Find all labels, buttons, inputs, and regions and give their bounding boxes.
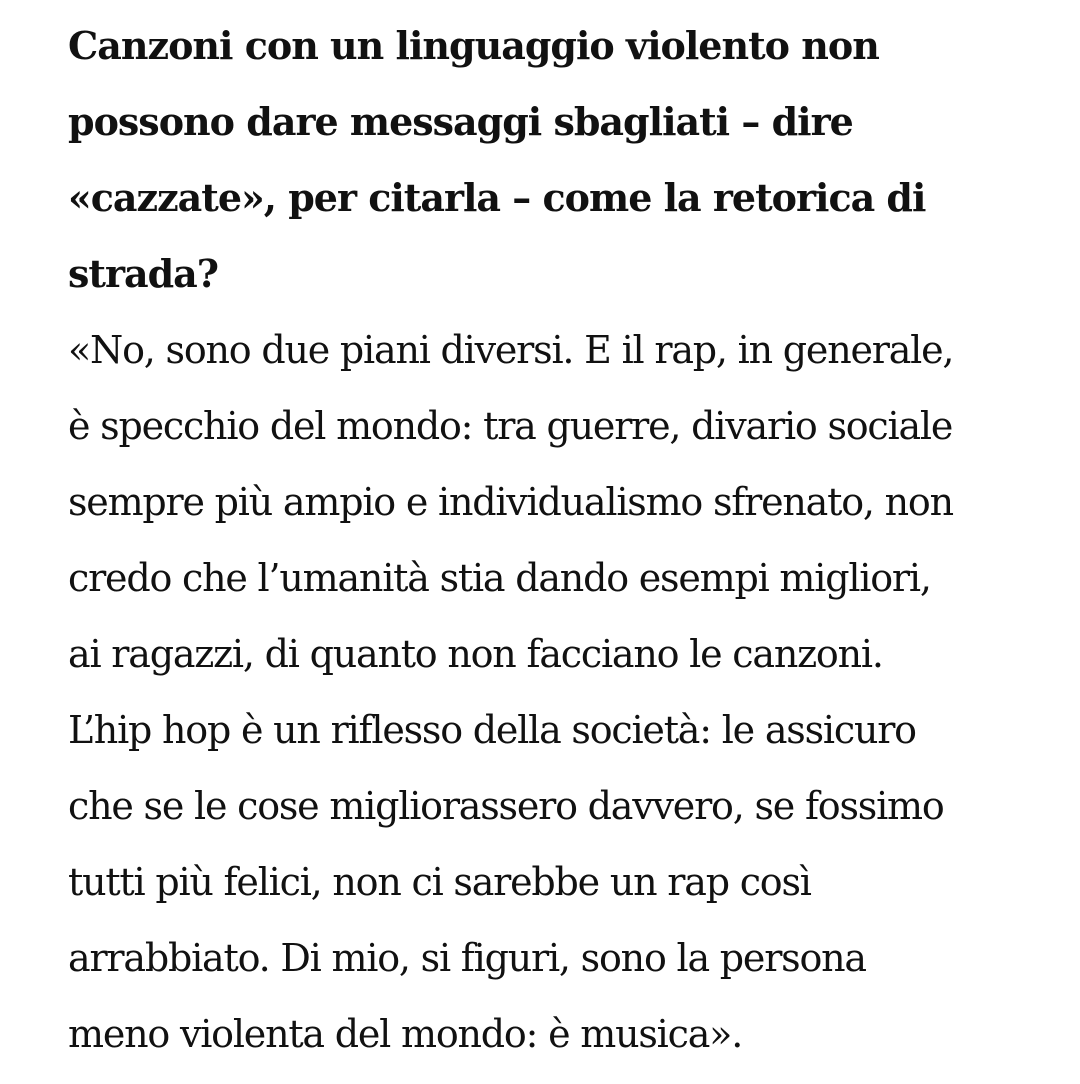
answer-line: è specchio del mondo: tra guerre, divario sociale — [68, 404, 953, 448]
answer-line: L’hip hop è un riflesso della società: le assicuro — [68, 708, 916, 752]
question-line: strada? — [68, 251, 219, 296]
answer-line: tutti più felici, non ci sarebbe un rap così — [68, 860, 811, 904]
answer-line: «No, sono due piani diversi. E il rap, in generale, — [68, 328, 954, 372]
answer-line: ai ragazzi, di quanto non facciano le canzoni. — [68, 632, 883, 676]
question-line: possono dare messaggi sbagliati – dire — [68, 99, 853, 144]
answer-line: meno violenta del mondo: è musica». — [68, 1012, 743, 1056]
answer-line: che se le cose migliorassero davvero, se fossimo — [68, 784, 944, 828]
interview-question — [68, 8, 1020, 312]
interview-answer — [68, 312, 1020, 1072]
answer-line: arrabbiato. Di mio, si figuri, sono la persona — [68, 936, 866, 980]
answer-line: sempre più ampio e individualismo sfrenato, non — [68, 480, 953, 524]
answer-line: credo che l’umanità stia dando esempi migliori, — [68, 556, 931, 600]
question-line: «cazzate», per citarla – come la retorica di — [68, 175, 926, 220]
question-line: Canzoni con un linguaggio violento non — [68, 23, 879, 68]
